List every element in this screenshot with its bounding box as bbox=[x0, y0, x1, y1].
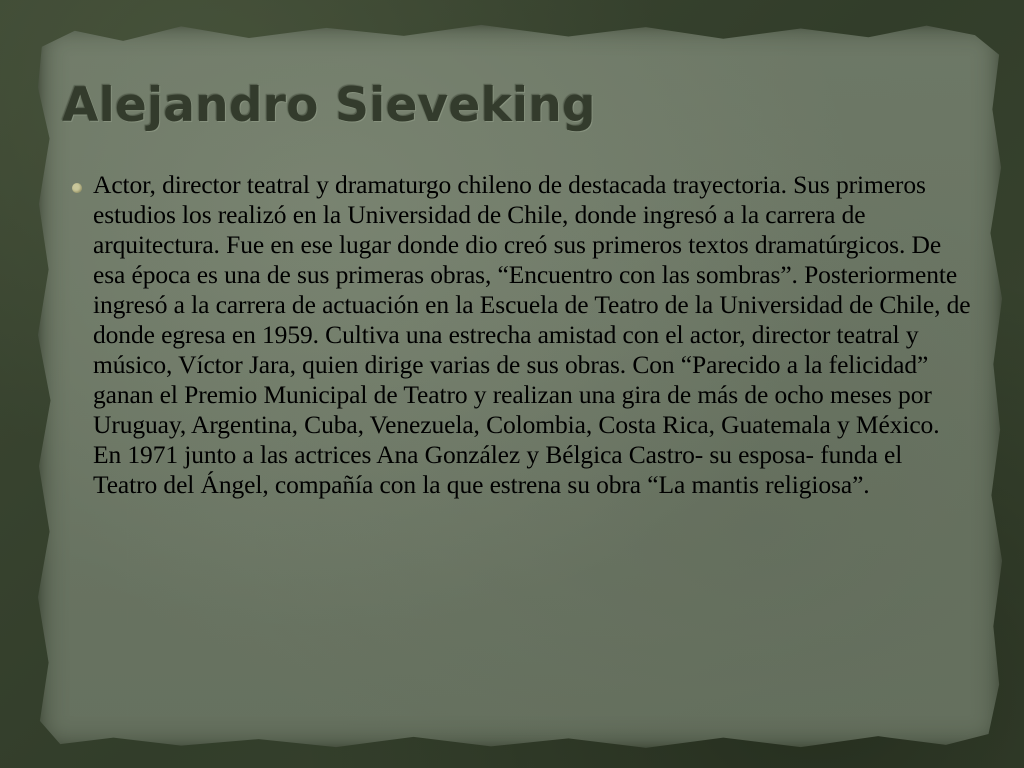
slide-body bbox=[72, 170, 972, 500]
bullet-dot-icon bbox=[72, 183, 82, 193]
bullet-text: Actor, director teatral y dramaturgo chileno de destacada trayectoria. Sus primeros estudios los realizó en la Universidad de Chile, donde ingresó a la carrera de arquitectura. Fue en ese lugar donde dio creó sus primeros textos dramatúrgicos. De esa época es una de sus primeras obras, “Encuentro con las sombras”. Posteriormente ingresó a la carrera de actuación en la Escuela de Teatro de la Universidad de Chile, de donde egresa en 1959. Cultiva una estrecha amistad con el actor, director teatral y músico, Víctor Jara, quien dirige varias de sus obras. Con “Parecido a la felicidad” ganan el Premio Municipal de Teatro y realizan una gira de más de ocho meses por Uruguay, Argentina, Cuba, Venezuela, Colombia, Costa Rica, Guatemala y México. En 1971 junto a las actrices Ana González y Bélgica Castro- su esposa- funda el Teatro del Ángel, compañía con la que estrena su obra “La mantis religiosa”. bbox=[93, 170, 971, 499]
bullet-item bbox=[72, 170, 972, 500]
slide-title: Alejandro Sieveking bbox=[62, 78, 596, 133]
